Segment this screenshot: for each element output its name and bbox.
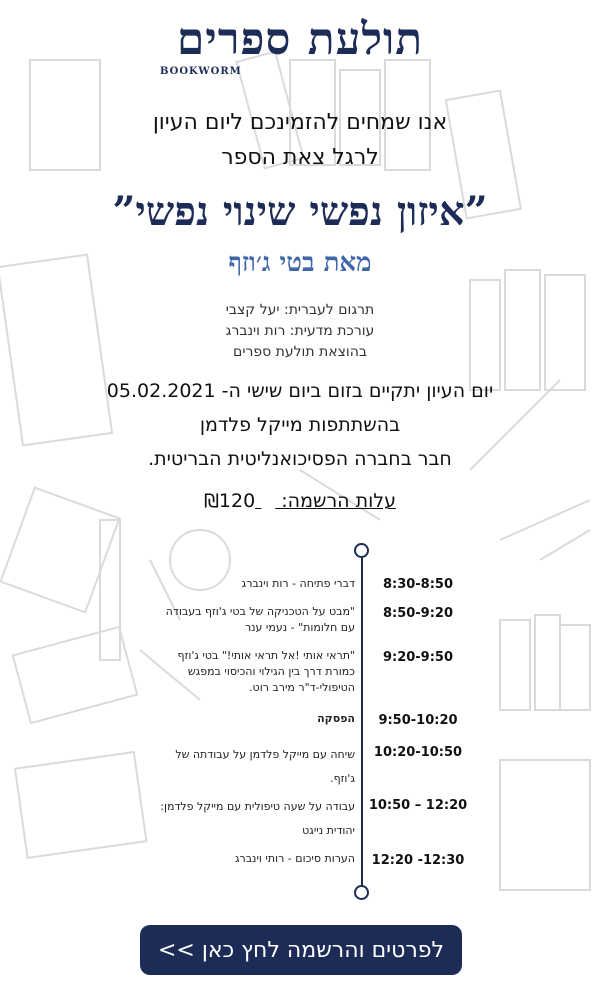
schedule-time: 12:20 -12:30	[371, 853, 465, 868]
fee-label: עלות הרשמה:	[281, 490, 396, 512]
registration-fee	[0, 490, 600, 512]
credit-publisher: בהוצאת תולעת ספרים	[233, 344, 367, 360]
event-date-line: יום העיון יתקיים בזום ביום שישי ה- 05.02.2021	[106, 380, 494, 402]
schedule-time: 8:50-9:20	[382, 606, 454, 621]
timeline-line	[361, 550, 363, 892]
schedule-item: דברי פתיחה - רות וינברג	[241, 577, 355, 590]
schedule-item: "מבט על הטכניקה של בטי ג'וזף בעבודה עם חלומות" - נעמי ענר	[165, 605, 355, 634]
invite-line-2: לרגל צאת הספר	[221, 145, 379, 170]
timeline-end-dot	[354, 885, 369, 900]
schedule-time: 10:20-10:50	[373, 745, 463, 760]
credit-editor: עורכת מדעית: רות וינברג	[225, 323, 375, 339]
schedule-item: שיחה עם מייקל פלדמן על עבודתה של ג'וזף.	[175, 748, 355, 785]
schedule-item: "תראי אותי !אל תראי אותי!" בטי ג'וזף כמורת דרך בין הגילוי והכיסוי במפגש הטיפולי-ד"ר מירב רוט.	[177, 649, 355, 694]
participant-line: בהשתתפות מייקל פלדמן	[199, 414, 401, 436]
credit-translation: תרגום לעברית: יעל קצבי	[225, 302, 375, 318]
logo-hebrew: תולעת ספרים	[176, 14, 424, 65]
schedule-item: הפסקה	[317, 712, 355, 725]
schedule-time: 8:30-8:50	[382, 577, 454, 592]
schedule-item: הערות סיכום - רותי וינברג	[234, 852, 355, 865]
invite-line-1: אנו שמחים להזמינכם ליום העיון	[152, 110, 448, 135]
timeline-start-dot	[354, 543, 369, 558]
book-author: מאת בטי ג׳וזף	[228, 248, 372, 278]
schedule-item: עבודה על שעה טיפולית עם מייקל פלדמן: יהודית נייגט	[160, 800, 355, 837]
book-title: ”איזון נפשי שינוי נפשי”	[112, 188, 488, 235]
schedule-time: 9:50-10:20	[378, 713, 458, 728]
logo-english: BOOKWORM	[160, 66, 242, 77]
schedule-time: 10:50 – 12:20	[368, 798, 468, 813]
participant-affiliation: חבר בחברה הפסיכואנליטית הבריטית.	[148, 448, 452, 470]
schedule-time: 9:20-9:50	[382, 650, 454, 665]
register-button[interactable]: לפרטים והרשמה לחץ כאן >>	[140, 925, 462, 975]
fee-amount: ₪120	[204, 490, 256, 512]
